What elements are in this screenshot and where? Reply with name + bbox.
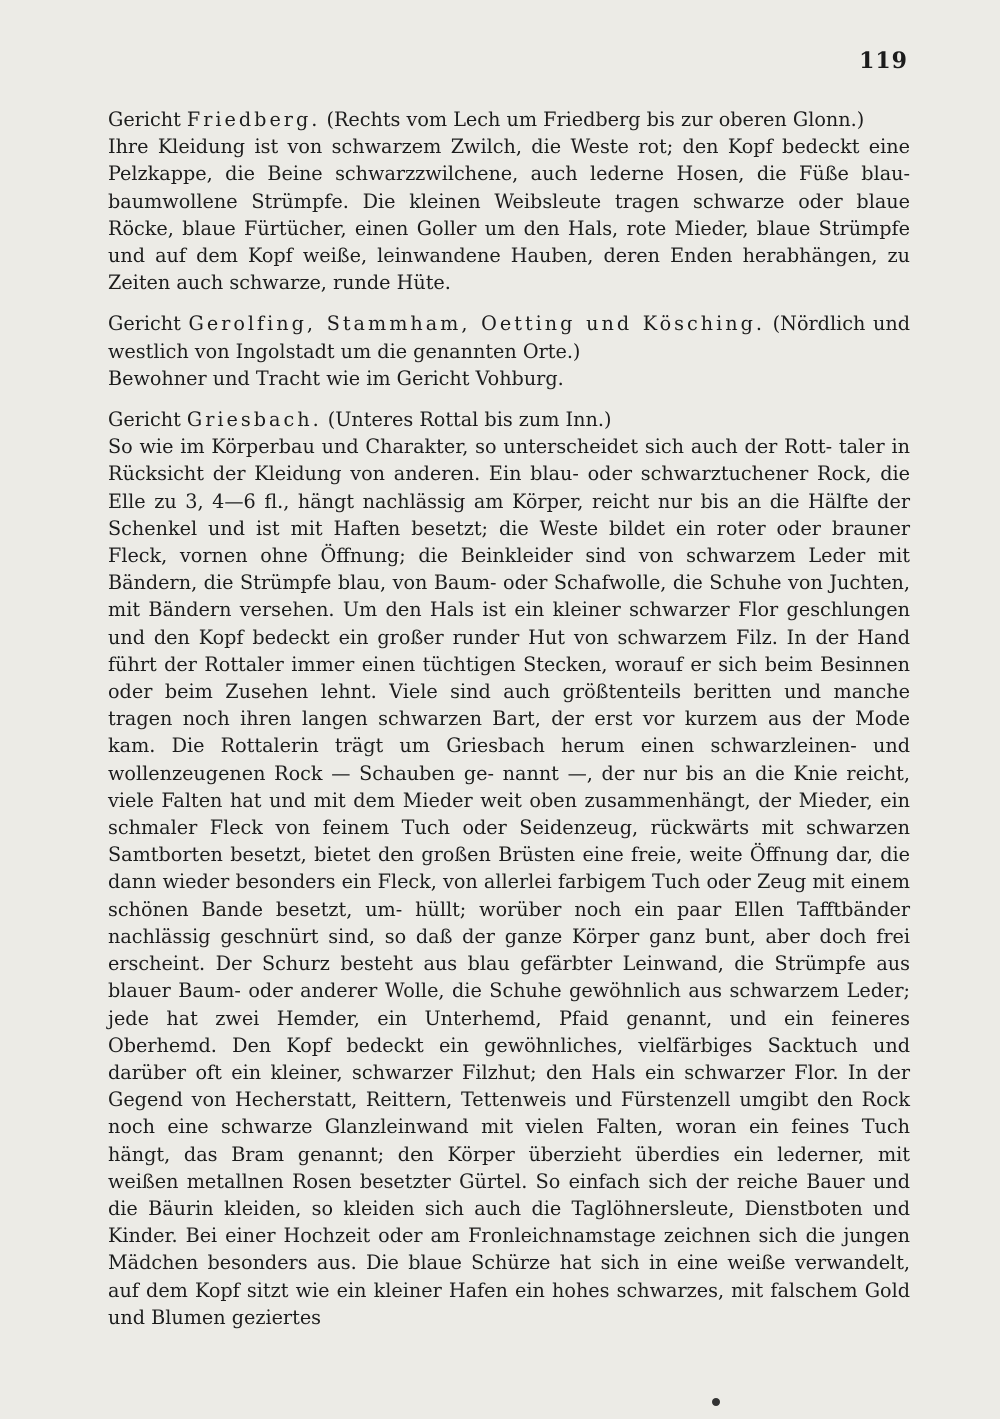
heading-place: Gerolfing, Stammham, Oetting und Kösching. (188, 312, 765, 336)
heading-suffix: (Rechts vom Lech um Friedberg bis zur oberen Glonn.) (320, 108, 865, 131)
heading-place: Friedberg. (186, 108, 321, 131)
section-text-gerolfing: Bewohner und Tracht wie im Gericht Vohburg. (108, 366, 564, 390)
heading-prefix: Gericht (108, 408, 187, 432)
section-text-friedberg: Ihre Kleidung ist von schwarzem Zwilch, die Weste rot; den Kopf bedeckt eine Pelzkappe, die Beine schwarzzwilchene, auch lederne Hosen, die Füße blau- baumwollene Strümpfe. Die kleinen Weibsleute tragen schwarze oder blaue Röcke, blaue Fürtücher, einen Goller um den Hals, rote Mieder, blaue Strümpfe und auf dem Kopf weiße, leinwandene Hauben, deren Enden herabhängen, zu Zeiten auch schwarze, runde Hüte. (108, 135, 910, 295)
page-number: 119 (859, 48, 908, 74)
section-text-griesbach: So wie im Körperbau und Charakter, so unterscheidet sich auch der Rott- taler in Rücksicht der Kleidung von anderen. Ein blau- oder schwarztuchener Rock, die Elle zu 3, 4—6 fl., hängt nachlässig am Körper, reicht nur bis an die Hälfte der Schenkel und ist mit Haften besetzt; die Weste bildet ein roter oder brauner Fleck, vornen ohne Öffnung; die Beinkleider sind von schwarzem Leder mit Bändern, die Strümpfe blau, von Baum- oder Schafwolle, die Schuhe von Juchten, mit Bändern versehen. Um den Hals ist ein kleiner schwarzer Flor geschlungen und den Kopf bedeckt ein großer runder Hut von schwarzem Filz. In der Hand führt der Rottaler immer einen tüchtigen Stecken, worauf er sich beim Besinnen oder beim Zusehen lehnt. Viele sind auch größtenteils beritten und manche tragen noch ihren langen schwarzen Bart, der erst vor kurzem aus der Mode kam. Die Rottalerin trägt um Griesbach herum einen schwarzleinen- und wollenzeugenen Rock — Schauben ge- nannt —, der nur bis an die Knie reicht, viele Falten hat und mit dem Mieder weit oben zusammenhängt, der Mieder, ein schmaler Fleck von feinem Tuch oder Seidenzeug, rückwärts mit schwarzen Samtborten besetzt, bietet den großen Brüsten eine freie, weite Öffnung dar, die dann wieder besonders ein Fleck, von allerlei farbigem Tuch oder Zeug mit einem schönen Bande besetzt, um- hüllt; worüber noch ein paar Ellen Tafftbänder nachlässig geschnürt sind, so daß der ganze Körper ganz bunt, aber doch frei erscheint. Der Schurz besteht aus blau gefärbter Leinwand, die Strümpfe aus blauer Baum- oder anderer Wolle, die Schuhe gewöhnlich aus schwarzem Leder; jede hat zwei Hemder, ein Unterhemd, Pfaid genannt, und ein feineres Oberhemd. Den Kopf bedeckt ein gewöhnliches, vielfärbiges Sacktuch und darüber oft ein kleiner, schwarzer Filzhut; den Hals ein schwarzer Flor. In der Gegend von Hecherstatt, Reittern, Tettenweis und Fürstenzell umgibt den Rock noch eine schwarze Glanzleinwand mit vielen Falten, woran ein feines Tuch hängt, das Bram genannt; den Körper überzieht überdies ein lederner, mit weißen metallnen Rosen besetzter Gürtel. So einfach sich der reiche Bauer und die Bäurin kleiden, so kleiden sich auch die Taglöhnersleute, Dienstboten und Kinder. Bei einer Hochzeit oder am Fronleichnamstage zeichnen sich die jungen Mädchen besonders aus. Die blaue Schürze hat sich in eine weiße verwandelt, auf dem Kopf sitzt wie ein kleiner Hafen ein hohes schwarzes, mit falschem Gold und Blumen geziertes (108, 435, 910, 1329)
heading-place: Griesbach. (186, 408, 322, 432)
section-heading-gerolfing (108, 310, 910, 364)
heading-prefix: Gericht (108, 312, 189, 336)
ink-spot (712, 1398, 720, 1406)
page-body (108, 106, 910, 1337)
heading-suffix: (Nördlich und westlich von Ingolstadt um die genannten Orte.) (108, 312, 911, 363)
heading-prefix: Gericht (108, 108, 187, 131)
heading-suffix: (Unteres Rottal bis zum Inn.) (321, 408, 612, 432)
section-heading-friedberg (108, 106, 910, 133)
section-heading-griesbach (108, 406, 910, 433)
